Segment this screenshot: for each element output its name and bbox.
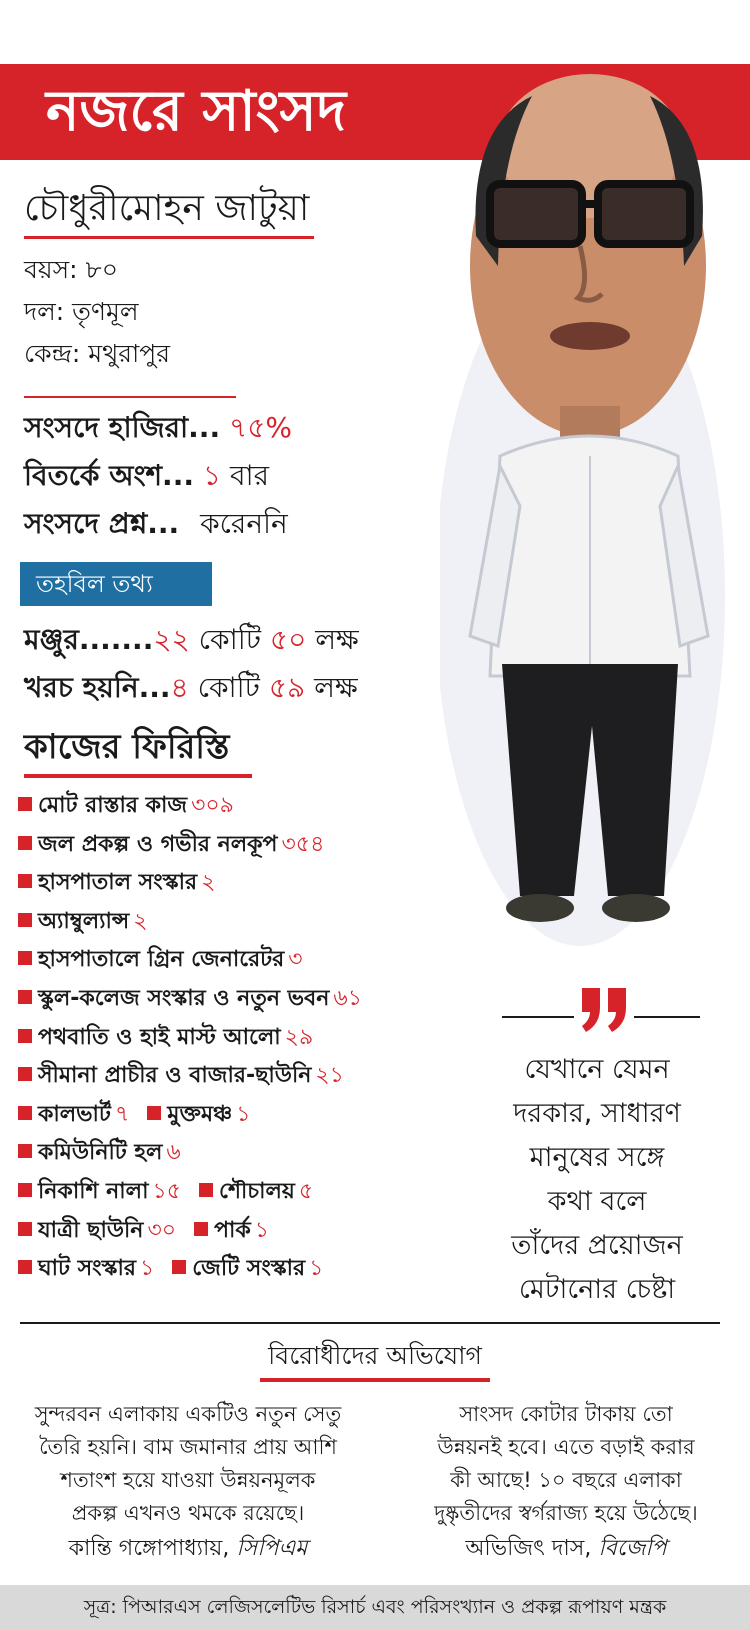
work-count: ৩৫৪: [281, 832, 325, 857]
bullet-square-icon: [147, 1106, 161, 1120]
work-count: ২: [133, 909, 148, 934]
opp-left-line: প্রকল্প এখনও থমকে রয়েছে।: [71, 1501, 305, 1525]
opp-right-person: অভিজিৎ দাস,: [465, 1536, 592, 1561]
work-label: পার্ক: [214, 1218, 251, 1243]
bullet-square-icon: [18, 1067, 32, 1081]
attendance-value: ৭৫%: [228, 411, 292, 444]
unspent-crore: ৪: [170, 671, 189, 704]
opp-left-line: সুন্দরবন এলাকায় একটিও নতুন সেতু: [34, 1402, 342, 1426]
debate-row: [24, 456, 269, 496]
bullet-square-icon: [18, 874, 32, 888]
opposition-right-name: [386, 1532, 746, 1566]
work-count: ২১: [315, 1063, 344, 1088]
fund-info-tag: তহবিল তথ্য: [20, 562, 212, 606]
work-count: ৫: [298, 1179, 314, 1204]
party-row: [24, 294, 139, 330]
work-label: মুক্তমঞ্চ: [167, 1102, 233, 1127]
work-count: ১: [309, 1256, 324, 1281]
work-count: ১: [254, 1218, 270, 1243]
party-label: দল:: [24, 297, 65, 326]
quote-mark-icon: [576, 982, 632, 1038]
questions-row: [24, 504, 288, 544]
work-row: [18, 1137, 181, 1169]
work-label: কালভার্ট: [38, 1102, 111, 1127]
sanctioned-crore: ২২: [153, 623, 190, 656]
opposition-heading: বিরোধীদের অভিযোগ: [268, 1341, 482, 1370]
opposition-left-name: [8, 1532, 368, 1566]
work-count: ৬: [166, 1140, 181, 1165]
sanctioned-label: মঞ্জুর.......: [24, 623, 154, 656]
lakh-unit: লক্ষ: [314, 671, 358, 704]
work-count: ১: [139, 1256, 155, 1281]
work-count: ১: [236, 1102, 251, 1127]
work-row: [18, 1253, 323, 1285]
work-row: [18, 983, 362, 1015]
opp-right-party: বিজেপি: [598, 1536, 667, 1561]
opp-left-line: শতাংশ হয়ে যাওয়া উন্নয়নমূলক: [60, 1468, 316, 1492]
source-credit: সূত্র: পিআরএস লেজিসলেটিভ রিসার্চ এবং পরিসংখ্যান ও প্রকল্প রূপায়ণ মন্ত্রক: [83, 1596, 667, 1618]
unspent-lakh: ৫৯: [268, 671, 306, 704]
bullet-square-icon: [18, 1144, 32, 1158]
bullet-square-icon: [18, 951, 32, 965]
work-label: স্কুল-কলেজ সংস্কার ও নতুন ভবন: [38, 986, 330, 1011]
opp-left-party: সিপিএম: [236, 1536, 308, 1561]
constituency-value: মথুরাপুর: [88, 339, 171, 368]
bullet-square-icon: [172, 1260, 186, 1274]
bullet-square-icon: [18, 1106, 32, 1120]
opposition-right-quote: [386, 1398, 746, 1530]
bullet-square-icon: [18, 913, 32, 927]
quote-line: মেটানোর চেষ্টা: [518, 1274, 676, 1305]
fund-sanctioned-row: [24, 620, 359, 660]
opp-left-line: তৈরি হয়নি। বাম জমানার প্রায় আশি: [39, 1435, 337, 1459]
questions-label: সংসদে প্রশ্ন...: [24, 507, 180, 540]
work-label: সীমানা প্রাচীর ও বাজার-ছাউনি: [38, 1063, 312, 1088]
opposition-left-quote: [8, 1398, 368, 1530]
work-label: ঘাট সংস্কার: [38, 1256, 136, 1281]
bullet-square-icon: [18, 797, 32, 811]
opp-right-line: উন্নয়নই হবে। এতে বড়াই করার: [437, 1435, 695, 1459]
work-label: অ্যাম্বুল্যান্স: [38, 909, 130, 934]
work-row: [18, 1099, 251, 1131]
sanctioned-lakh: ৫০: [269, 623, 307, 656]
work-count: ৩০৯: [191, 793, 234, 818]
work-row: [18, 1060, 344, 1092]
section-divider: [20, 1322, 720, 1324]
mp-quote: [486, 1048, 708, 1312]
work-count: ১৫: [152, 1179, 182, 1204]
work-row: [18, 906, 148, 938]
work-count: ৩০: [147, 1218, 177, 1243]
work-label: যাত্রী ছাউনি: [38, 1218, 144, 1243]
constituency-row: [24, 336, 170, 372]
constituency-label: কেন্দ্র:: [24, 339, 81, 368]
quote-rule-left: [502, 1016, 574, 1018]
work-row: [18, 944, 303, 976]
opp-right-line: দুষ্কৃতীদের স্বর্গরাজ্য হয়ে উঠেছে।: [434, 1501, 698, 1525]
quote-line: কথা বলে: [547, 1186, 647, 1217]
work-label: জেটি সংস্কার: [192, 1256, 306, 1281]
page-title: নজরে সাংসদ: [46, 79, 347, 144]
unspent-label: খরচ হয়নি...: [24, 671, 171, 704]
mp-portrait-illustration: [440, 36, 740, 956]
mp-name: চৌধুরীমোহন জাটুয়া: [24, 188, 310, 229]
attendance-label: সংসদে হাজিরা...: [24, 411, 221, 444]
questions-value: করেননি: [200, 507, 288, 540]
opp-right-line: সাংসদ কোটার টাকায় তো: [459, 1402, 673, 1426]
quote-line: যেখানে যেমন: [524, 1054, 670, 1085]
age-value: ৮০: [85, 255, 119, 284]
quote-line: তাঁদের প্রয়োজন: [511, 1230, 683, 1261]
age-label: বয়স:: [24, 255, 78, 284]
work-label: পথবাতি ও হাই মাস্ট আলো: [38, 1025, 281, 1050]
fund-unspent-row: [24, 668, 358, 708]
bullet-square-icon: [18, 990, 32, 1004]
work-label: শৌচালয়: [219, 1179, 295, 1204]
works-underline: [24, 774, 252, 778]
bullet-square-icon: [18, 1222, 32, 1236]
work-label: জল প্রকল্প ও গভীর নলকূপ: [38, 832, 278, 857]
work-count: ৬১: [333, 986, 362, 1011]
work-row: [18, 1022, 313, 1054]
work-label: নিকাশি নালা: [38, 1179, 149, 1204]
name-underline: [24, 236, 314, 239]
age-row: [24, 252, 118, 288]
works-heading: কাজের ফিরিস্তি: [24, 727, 230, 767]
work-label: হাসপাতাল সংস্কার: [38, 870, 198, 895]
party-value: তৃণমূল: [72, 297, 139, 326]
debate-value: ১: [202, 459, 222, 492]
work-row: [18, 790, 234, 822]
quote-rule-right: [634, 1016, 700, 1018]
crore-unit: কোটি: [198, 623, 261, 656]
work-row: [18, 1215, 269, 1247]
debate-unit: বার: [229, 459, 270, 492]
opposition-underline: [260, 1378, 490, 1382]
bullet-square-icon: [18, 836, 32, 850]
work-count: ২৯: [284, 1025, 314, 1050]
quote-line: মানুষের সঙ্গে: [529, 1142, 665, 1173]
work-count: ৭: [114, 1102, 130, 1127]
bullet-square-icon: [18, 1183, 32, 1197]
profile-divider: [24, 396, 236, 398]
lakh-unit: লক্ষ: [315, 623, 359, 656]
work-label: কমিউনিটি হল: [38, 1140, 163, 1165]
crore-unit: কোটি: [197, 671, 260, 704]
debate-label: বিতর্কে অংশ...: [24, 459, 194, 492]
quote-line: দরকার, সাধারণ: [513, 1098, 681, 1129]
bullet-square-icon: [18, 1029, 32, 1043]
work-label: হাসপাতালে গ্রিন জেনারেটর: [38, 947, 285, 972]
work-row: [18, 1176, 313, 1208]
work-count: ৩: [288, 947, 303, 972]
work-row: [18, 829, 324, 861]
opp-right-line: কী আছে! ১০ বছরে এলাকা: [450, 1468, 682, 1492]
work-label: মোট রাস্তার কাজ: [38, 793, 188, 818]
work-row: [18, 867, 215, 899]
bullet-square-icon: [199, 1183, 213, 1197]
bullet-square-icon: [194, 1222, 208, 1236]
bullet-square-icon: [18, 1260, 32, 1274]
work-count: ২: [201, 870, 216, 895]
opp-left-person: কান্তি গঙ্গোপাধ্যায়,: [68, 1536, 230, 1561]
attendance-row: [24, 408, 292, 448]
